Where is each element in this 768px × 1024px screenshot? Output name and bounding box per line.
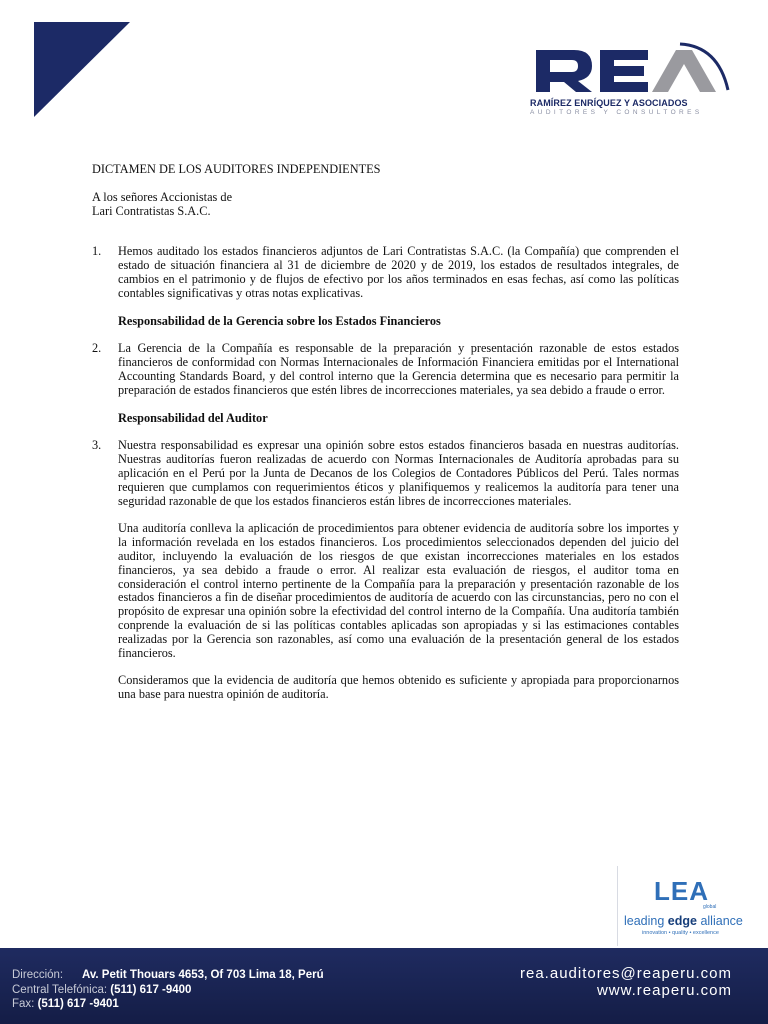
paragraph-text: La Gerencia de la Compañía es responsable de la preparación y presentación razonable de estos estados financieros de conformidad con Normas Internacionales de Información Financiera emitidas por el International Accounting Standards Board, y del control interno que la Gerencia determina que es necesario para permitir la preparación de estados financieros que estén libres de incorrecciones materiales, ya sea debido a fraude o error. <box>118 341 679 397</box>
heading-auditor-responsibility: Responsabilidad del Auditor <box>118 410 268 425</box>
fax-label: Fax: <box>12 998 35 1010</box>
address-line <box>12 968 324 983</box>
firm-name: RAMÍREZ ENRÍQUEZ Y ASOCIADOS <box>530 98 688 108</box>
rea-logo <box>530 42 730 120</box>
paragraph-number: 1. <box>92 244 102 259</box>
lea-global-label: global <box>703 904 717 910</box>
paragraph-text: Hemos auditado los estados financieros adjuntos de Lari Contratistas S.A.C. (la Compañía) que comprenden el estado de situación financiera al 31 de diciembre de 2020 y de 2019, los estados de resultados integrales, de cambios en el patrimonio y de flujos de efectivo por los años terminados en esas fechas, así como las políticas contables significativas y otras notas explicativas. <box>118 244 679 300</box>
lea-tagline: innovation • quality • excellence <box>642 930 719 936</box>
firm-tagline: AUDITORES Y CONSULTORES <box>530 109 703 116</box>
corner-triangle-decoration <box>34 22 130 117</box>
lea-alliance-logo <box>617 866 746 946</box>
paragraph-text: Nuestra responsabilidad es expresar una opinión sobre estos estados financieros basada en nuestras auditorías. Nuestras auditorías fueron realizadas de acuerdo con Normas Internacionales de Auditoría aprobadas para su aplicación en el Perú por la Junta de Decanos de los Colegios de Contadores Públicos del Perú. Tales normas requieren que cumplamos con requerimientos éticos y planifiquemos y realicemos la auditoría para tener una seguridad razonable de que los estados financieros están libres de incorrecciones materiales. <box>118 438 679 508</box>
addressee-block <box>92 191 679 219</box>
paragraph-3-continuation: Una auditoría conlleva la aplicación de procedimientos para obtener evidencia de auditoría sobre los importes y la información revelada en los estados financieros. Los procedimientos seleccionados dependen del juicio del auditor, incluyendo la evaluación de los riesgos de que existan incorrecciones materiales en los estados financieros, ya sea debido a fraude o error. Al realizar esta evaluación de riesgos, el auditor toma en consideración el control interno pertinente de la Compañía para la preparación y presentación razonable de los estados financieros a fin de diseñar procedimientos de auditoría de acuerdo con las circunstancias, pero no con el propósito de expresar una opinión sobre la efectividad del control interno de la Compañía. Una auditoría también conprende la evaluación de si las políticas contables aplicadas son apropiadas y si las estimaciones contables realizadas por la Gerencia son razonables, así como una evaluación de la presentación general de los estados financieros. <box>118 521 679 660</box>
report-body <box>92 163 679 702</box>
addressee-line: A los señores Accionistas de <box>92 189 233 204</box>
phone-label: Central Telefónica: <box>12 983 108 996</box>
lea-name-prefix: leading <box>624 914 668 928</box>
paragraph-number: 3. <box>92 438 102 453</box>
address-value: Av. Petit Thouars 4653, Of 703 Lima 18, Perú <box>82 969 324 981</box>
lea-name-bold: edge <box>667 914 697 928</box>
contact-block <box>12 968 324 1012</box>
report-title: DICTAMEN DE LOS AUDITORES INDEPENDIENTES <box>92 162 381 176</box>
paragraph-3 <box>92 439 679 508</box>
paragraph-1 <box>92 245 679 300</box>
lea-name <box>624 914 743 928</box>
addressee-company: Lari Contratistas S.A.C. <box>92 203 211 218</box>
web-contact-block <box>520 965 732 999</box>
lea-mark: LEA <box>654 876 709 906</box>
heading-management-responsibility: Responsabilidad de la Gerencia sobre los Estados Financieros <box>118 313 441 328</box>
address-label: Dirección: <box>12 969 64 981</box>
email-link[interactable]: rea.auditores@reaperu.com <box>520 965 732 982</box>
paragraph-number: 2. <box>92 341 102 356</box>
rea-logo-mark <box>530 42 730 98</box>
phone-line <box>12 983 324 998</box>
website-link[interactable]: www.reaperu.com <box>596 982 732 999</box>
fax-line <box>12 997 324 1012</box>
fax-value: (511) 617 -9401 <box>37 998 119 1010</box>
lea-name-suffix: alliance <box>696 914 743 928</box>
footer-bar <box>0 948 768 1024</box>
paragraph-2 <box>92 342 679 397</box>
paragraph-3-conclusion: Consideramos que la evidencia de auditoría que hemos obtenido es suficiente y apropiada para proporcionarnos una base para nuestra opinión de auditoría. <box>118 673 679 702</box>
phone-value: (511) 617 -9400 <box>110 983 192 996</box>
